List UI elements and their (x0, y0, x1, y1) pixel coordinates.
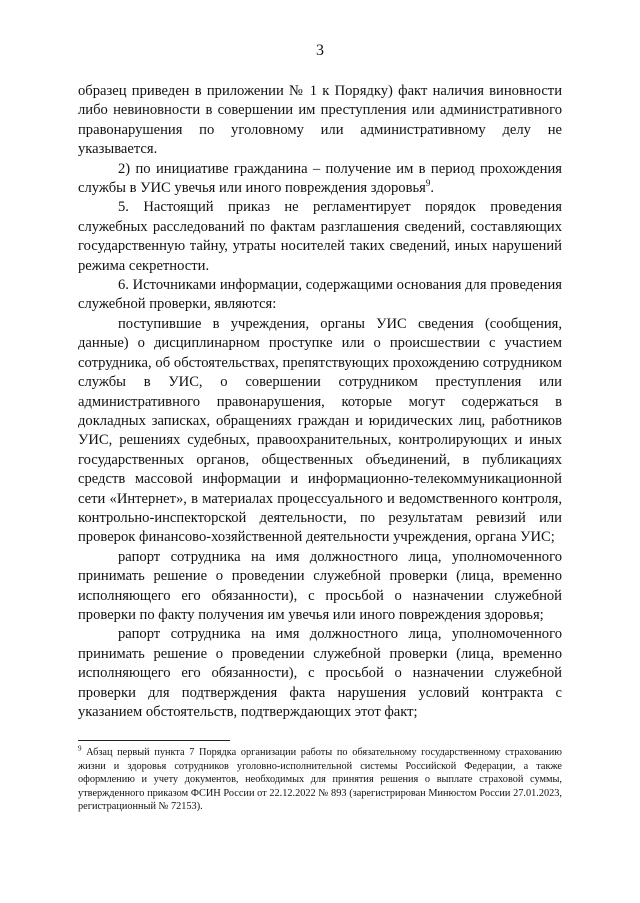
footnote-9 (78, 746, 562, 814)
paragraph-text: поступившие в учреждения, органы УИС сведения (сообщения, данные) о дисциплинарном проступке или о происшествии с участием сотрудника, об обстоятельствах, препятствующих прохождению сотрудником службы в УИС, о совершении сотрудником преступления или административного правонарушения, которые могут содержаться в докладных записках, обращениях граждан и юридических лиц, работников УИС, решениях судебных, правоохранительных, контролирующих и иных государственных органов, общественных объединений, в публикациях средств массовой информации и информационно-телекоммуникационной сети «Интернет», в материалах процессуального и ведомственного контроля, контрольно-инспекторской деятельности, по результатам ревизий или проверок финансово-хозяйственной деятельности учреждения, органа УИС; (78, 315, 562, 546)
paragraph-tail: . (430, 180, 435, 197)
paragraph-text: образец приведен в приложении № 1 к Порядку) факт наличия виновности либо невиновности в совершении им преступления или административного правонарушения по уголовному или административному делу не указывается. (78, 83, 562, 158)
paragraph-source-3 (78, 625, 562, 722)
paragraph-clause-6 (78, 276, 562, 315)
paragraph-text: рапорт сотрудника на имя должностного лица, уполномоченного принимать решение о проведении служебной проверки (лица, временно исполняющего его обязанности), с просьбой о назначении служебной проверки для подтверждения факта нарушения условий контракта с указанием обстоятельств, подтверждающих этот факт; (78, 626, 562, 720)
footnote-marker: 9 (78, 744, 82, 753)
page-number: 3 (316, 42, 324, 59)
paragraph-text: 6. Источниками информации, содержащими основания для проведения служебной проверки, являются: (78, 277, 562, 313)
footnote-reference[interactable]: 9 (425, 178, 431, 189)
footnote-text: Абзац первый пункта 7 Порядка организации работы по обязательному государственному страхованию жизни и здоровья сотрудников уголовно-исполнительной системы Российской Федерации, а также оформлению и учету документов, необходимых для принятия решения о выплате страховой суммы, утвержденного приказом ФСИН России от 22.12.2022 № 893 (зарегистрирован Минюстом России 27.01.2023, регистрационный № 72153). (78, 747, 562, 813)
paragraph-item-2 (78, 160, 562, 199)
paragraph-clause-5 (78, 198, 562, 276)
body-text (78, 82, 562, 722)
paragraph-text: 2) по инициативе гражданина – получение им в период прохождения службы в УИС увечья или иного повреждения здоровья (78, 160, 562, 197)
paragraph-text: 5. Настоящий приказ не регламентирует порядок проведения служебных расследований по фактам разглашения сведений, составляющих государственную тайну, утраты носителей таких сведений, иных нарушений режима секретности. (78, 199, 562, 274)
footnotes (78, 746, 562, 814)
paragraph-continuation (78, 82, 562, 160)
footnote-divider (78, 740, 230, 741)
paragraph-source-1 (78, 315, 562, 548)
paragraph-source-2 (78, 548, 562, 626)
paragraph-text: рапорт сотрудника на имя должностного лица, уполномоченного принимать решение о проведении служебной проверки (лица, временно исполняющего его обязанности), с просьбой о назначении служебной проверки по факту получения им увечья или иного повреждения здоровья; (78, 548, 562, 623)
